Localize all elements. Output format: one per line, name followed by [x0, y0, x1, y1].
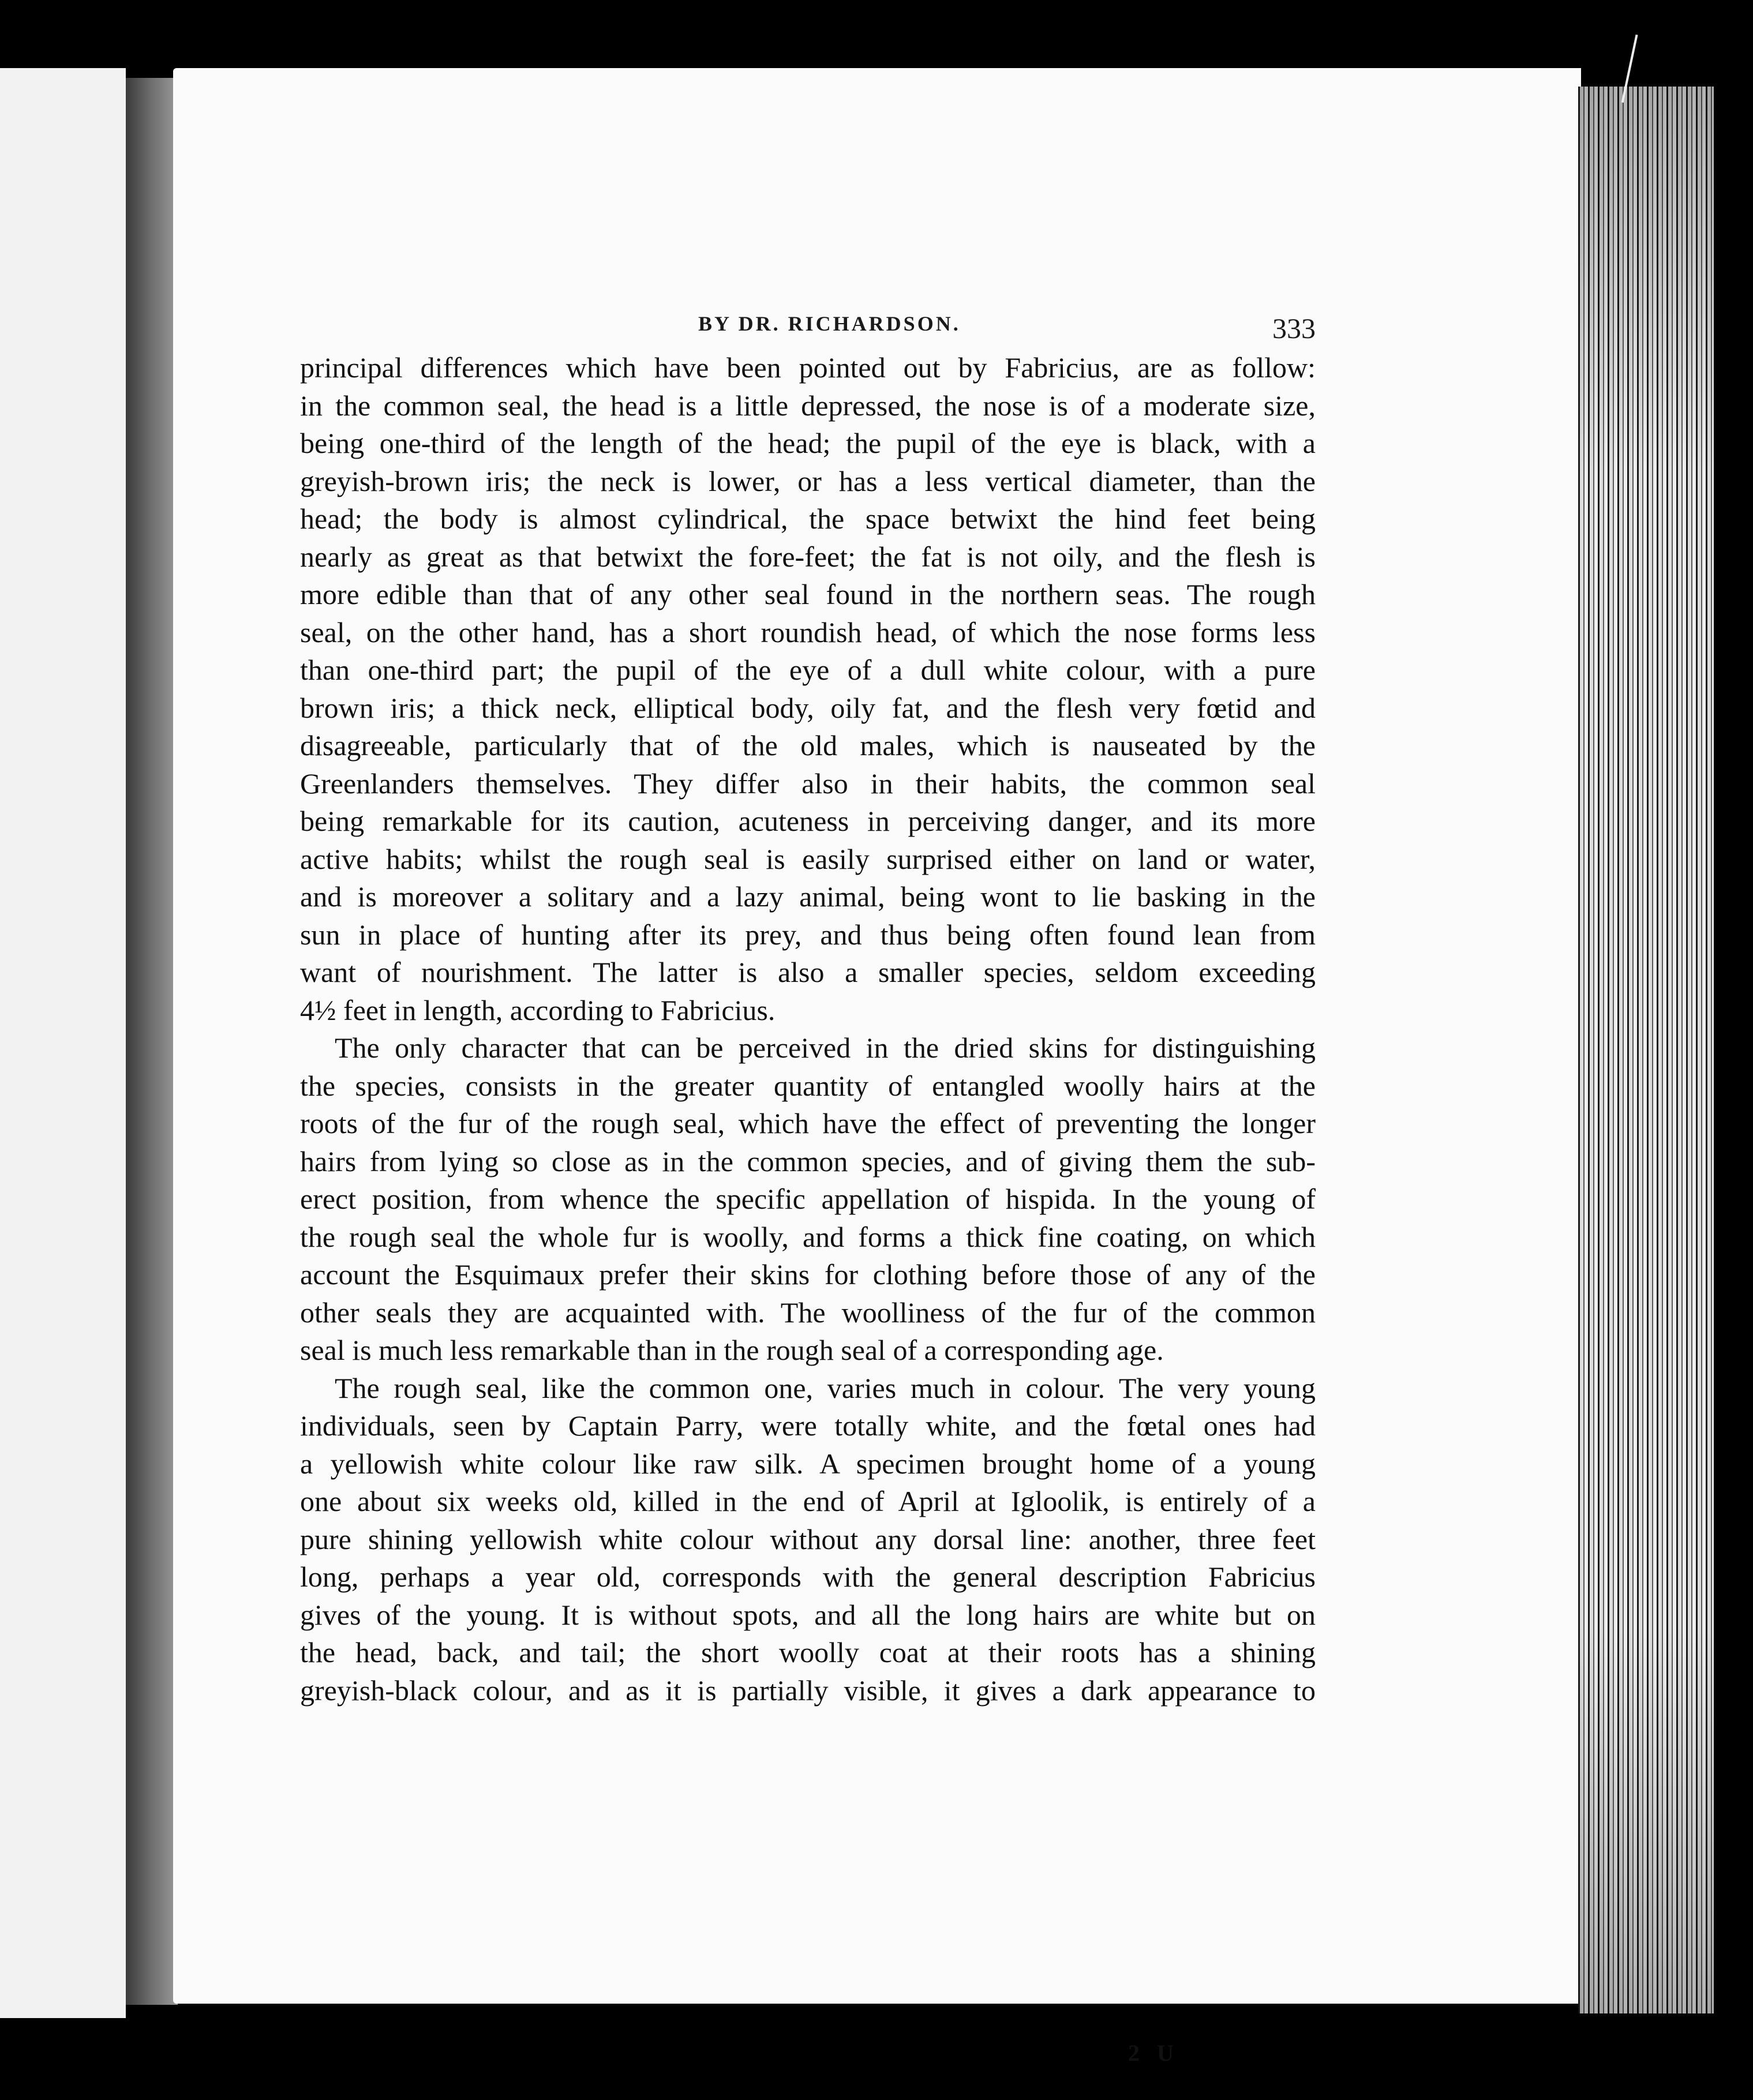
text-line: being one-third of the length of the head; the pupil of the eye is black, with a	[300, 427, 1316, 459]
text-line: seal, on the other hand, has a short roundish head, of which the nose forms less	[300, 616, 1316, 648]
text-line: want of nourishment. The latter is also a smaller species, seldom exceeding	[300, 956, 1316, 988]
text-line: pure shining yellowish white colour without any dorsal line: another, three feet	[300, 1522, 1316, 1555]
text-line: disagreeable, particularly that of the old males, which is nauseated by the	[300, 729, 1316, 762]
text-line: The rough seal, like the common one, varies much in colour. The very young	[335, 1371, 1316, 1404]
text-line: the head, back, and tail; the short woolly coat at their roots has a shining	[300, 1636, 1316, 1668]
text-line: other seals they are acquainted with. The woolliness of the fur of the common	[300, 1296, 1316, 1329]
page-number: 333	[1272, 312, 1316, 344]
signature-mark: 2 U	[1128, 2040, 1179, 2066]
text-line: the rough seal the whole fur is woolly, and forms a thick fine coating, on which	[300, 1220, 1316, 1253]
text-line: individuals, seen by Captain Parry, were totally white, and the fœtal ones had	[300, 1409, 1316, 1442]
page-edges-shade	[1578, 87, 1714, 2013]
text-line: and is moreover a solitary and a lazy animal, being wont to lie basking in the	[300, 880, 1316, 913]
text-line: brown iris; a thick neck, elliptical body, oily fat, and the flesh very fœtid and	[300, 691, 1316, 724]
text-line: nearly as great as that betwixt the fore-feet; the fat is not oily, and the flesh is	[300, 540, 1316, 573]
book-gutter	[126, 78, 178, 2005]
text-line: greyish-brown iris; the neck is lower, or has a less vertical diameter, than the	[300, 464, 1316, 497]
text-line: erect position, from whence the specific appellation of hispida. In the young of	[300, 1183, 1316, 1215]
text-line: sun in place of hunting after its prey, and thus being often found lean from	[300, 918, 1316, 951]
text-line: seal is much less remarkable than in the rough seal of a corresponding age.	[300, 1334, 1164, 1366]
facing-page-edge	[0, 68, 126, 2018]
text-line: being remarkable for its caution, acuteness in perceiving danger, and its more	[300, 805, 1316, 837]
text-line: account the Esquimaux prefer their skins for clothing before those of any of the	[300, 1258, 1316, 1291]
text-line: greyish-black colour, and as it is partially visible, it gives a dark appearance to	[300, 1674, 1316, 1707]
text-line: a yellowish white colour like raw silk. A specimen brought home of a young	[300, 1447, 1316, 1480]
text-line: one about six weeks old, killed in the end of April at Igloolik, is entirely of a	[300, 1485, 1316, 1517]
text-line: 4½ feet in length, according to Fabricius.	[300, 993, 776, 1026]
body-text	[300, 349, 1316, 1709]
text-line: than one-third part; the pupil of the eye of a dull white colour, with a pure	[300, 654, 1316, 686]
text-line: Greenlanders themselves. They differ also in their habits, the common seal	[300, 767, 1316, 800]
text-line: gives of the young. It is without spots, and all the long hairs are white but on	[300, 1598, 1316, 1631]
text-line: long, perhaps a year old, corresponds with the general description Fabricius	[300, 1561, 1316, 1593]
text-line: roots of the fur of the rough seal, which have the effect of preventing the longer	[300, 1107, 1316, 1139]
text-line: more edible than that of any other seal found in the northern seas. The rough	[300, 578, 1316, 610]
text-line: active habits; whilst the rough seal is easily surprised either on land or water,	[300, 842, 1316, 875]
running-head: BY DR. RICHARDSON.	[698, 312, 961, 335]
text-line: hairs from lying so close as in the common species, and of giving them the sub-	[300, 1145, 1316, 1178]
text-line: The only character that can be perceived in the dried skins for distinguishing	[335, 1032, 1316, 1064]
text-line: the species, consists in the greater quantity of entangled woolly hairs at the	[300, 1069, 1316, 1102]
text-line: head; the body is almost cylindrical, the space betwixt the hind feet being	[300, 502, 1316, 535]
text-line: in the common seal, the head is a little depressed, the nose is of a moderate size,	[300, 389, 1316, 422]
text-line: principal differences which have been pointed out by Fabricius, are as follow:	[300, 351, 1316, 384]
